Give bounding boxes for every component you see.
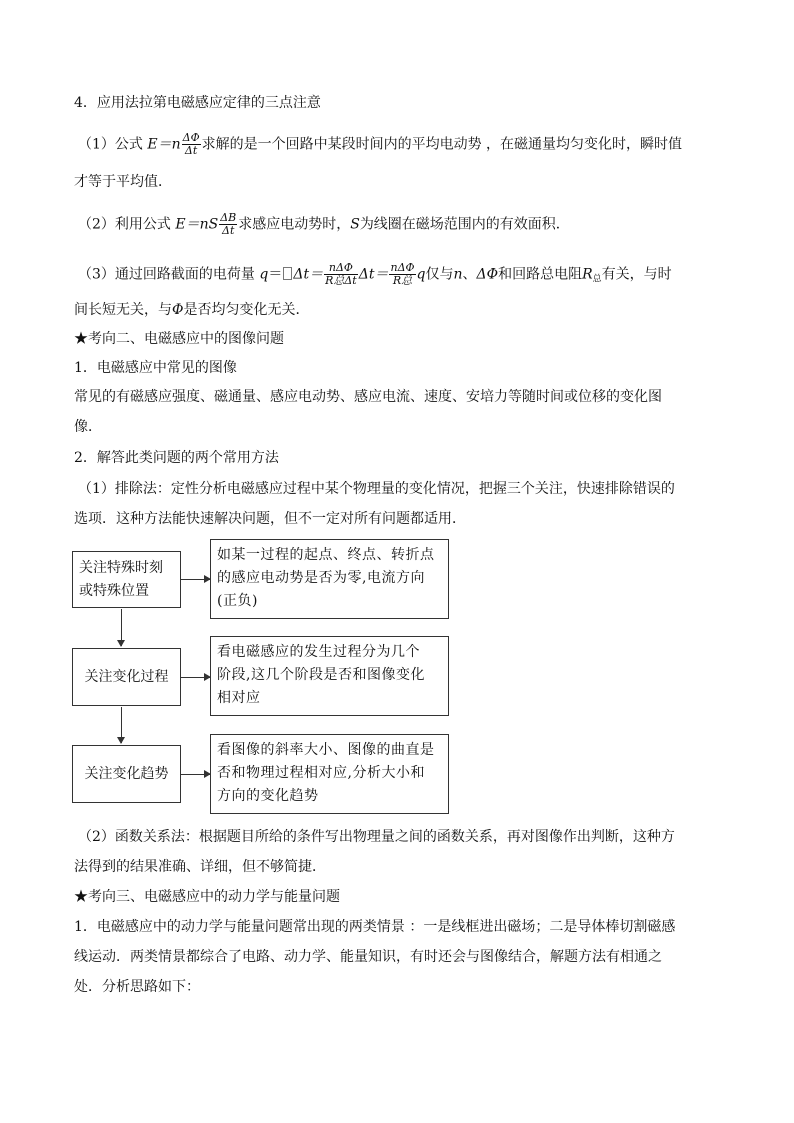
flow-left-box-3: 关注变化趋势 bbox=[72, 745, 181, 803]
section-2-item-2: 2．解答此类问题的两个常用方法 bbox=[74, 450, 279, 466]
section-2-heading: ★考向二、电磁感应中的图像问题 bbox=[74, 331, 284, 347]
section-2-item-1: 1．电磁感应中常见的图像 bbox=[74, 360, 237, 376]
section-3-para-line-1: 1．电磁感应中的动力学与能量问题常出现的两类情景 ：一是线框进出磁场；二是导体棒切割磁感 bbox=[74, 919, 676, 935]
section-2-para-1-line-1: 常见的有磁感应强度、磁通量、感应电动势、感应电流、速度、安培力等随时间或位移的变化图 bbox=[74, 389, 662, 405]
arrow-right-1 bbox=[181, 579, 210, 580]
note-1-line-1: （1）公式 E＝n $\frac{\Delta\Phi}{\Delta t}$ 求解的是一个回路中某段时间内的平均电动势 ，在磁通量均匀变化时，瞬时值 bbox=[78, 131, 683, 157]
note-2-line: （2）利用公式 E＝nS $\frac{\Delta B}{\Delta t}$ 求感应电动势时，S为线圈在磁场范围内的有效面积． bbox=[78, 211, 570, 237]
fraction-1: $\frac{\text{nΔΦ}}{\text{R总Δt}}$ bbox=[325, 261, 357, 287]
flow-right-box-1: 如某一过程的起点、终点、转折点 的感应电动势是否为零,电流方向 (正负) bbox=[210, 539, 449, 619]
method-2-line-1: （2）函数关系法：根据题目所给的条件写出物理量之间的函数关系，再对图像作出判断，这种方 bbox=[78, 829, 675, 845]
flow-right-box-2: 看电磁感应的发生过程分为几个 阶段,这几个阶段是否和图像变化 相对应 bbox=[210, 636, 449, 716]
heading-4: 4．应用法拉第电磁感应定律的三点注意 bbox=[74, 95, 321, 111]
note-3-line-1: （3）通过回路截面的电荷量 q＝ Δt＝ $\frac{\text{nΔΦ}}{\text{R总Δt}}$ Δt＝ $\frac{\text{nΔΦ}}{\text{R总}}$ q仅与n、ΔΦ和回路总电阻$R_总$有关，与时 bbox=[78, 261, 672, 287]
arrow-down-1 bbox=[121, 609, 122, 646]
method-1-line-1: （1）排除法：定性分析电磁感应过程中某个物理量的变化情况，把握三个关注，快速排除错误的 bbox=[78, 481, 675, 497]
section-3-heading: ★考向三、电磁感应中的动力学与能量问题 bbox=[74, 889, 340, 905]
fraction-db-dt: $\frac{\Delta B}{\Delta t}$ bbox=[220, 211, 237, 237]
note-3-line-2: 间长短无关，与Φ是否均匀变化无关． bbox=[74, 302, 310, 318]
method-2-line-2: 法得到的结果准确、详细，但不够简捷． bbox=[74, 859, 326, 875]
fraction-dphi-dt: $\frac{\Delta\Phi}{\Delta t}$ bbox=[182, 131, 200, 157]
section-3-para-line-2: 线运动．两类情景都综合了电路、动力学、能量知识，有时还会与图像结合，解题方法有相通之 bbox=[74, 949, 662, 965]
note-1-line-2: 才等于平均值． bbox=[74, 174, 172, 190]
method-1-line-2: 选项．这种方法能快速解决问题，但不一定对所有问题都适用． bbox=[74, 511, 466, 527]
missing-glyph-icon bbox=[283, 267, 292, 280]
flow-left-box-2: 关注变化过程 bbox=[72, 648, 181, 706]
fraction-2: $\frac{\text{nΔΦ}}{\text{R总}}$ bbox=[390, 261, 415, 287]
arrow-right-3 bbox=[181, 774, 210, 775]
flow-left-box-1: 关注特殊时刻或特殊位置 bbox=[72, 551, 181, 608]
section-2-para-1-line-2: 像． bbox=[74, 419, 102, 435]
arrow-down-2 bbox=[121, 707, 122, 743]
arrow-right-2 bbox=[181, 677, 210, 678]
section-3-para-line-3: 处．分析思路如下： bbox=[74, 979, 200, 995]
flow-right-box-3: 看图像的斜率大小、图像的曲直是 否和物理过程相对应,分析大小和 方向的变化趋势 bbox=[210, 734, 449, 814]
